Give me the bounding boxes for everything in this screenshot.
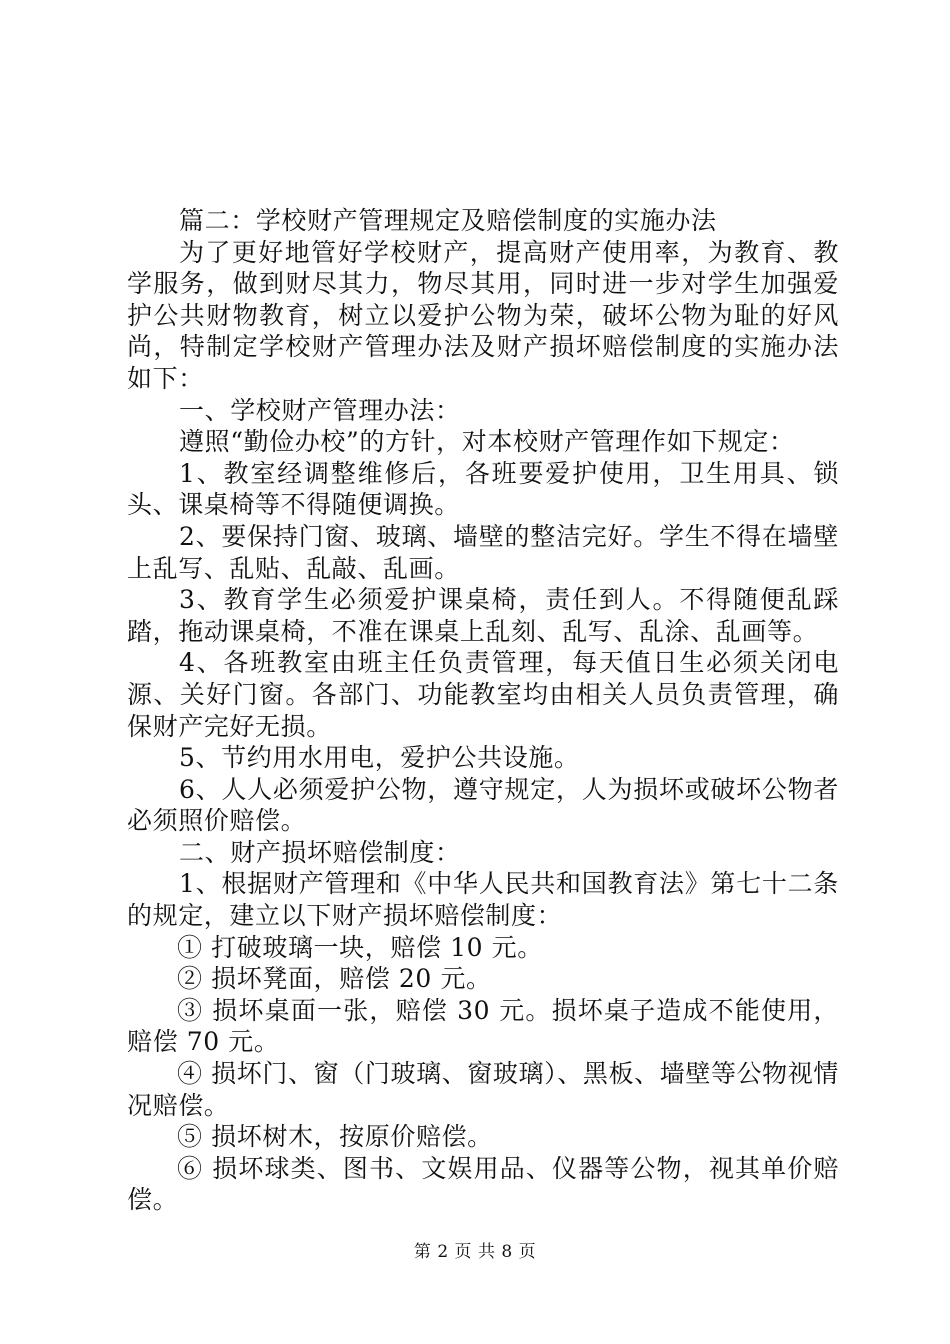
rule-item: 1、根据财产管理和《中华人民共和国教育法》第七十二条的规定，建立以下财产损坏赔偿制度： bbox=[127, 869, 839, 931]
compensation-item: ⑤ 损坏树木，按原价赔偿。 bbox=[177, 1122, 493, 1152]
compensation-item: ④ 损坏门、窗（门玻璃、窗玻璃）、黑板、墙壁等公物视情况赔偿。 bbox=[127, 1059, 839, 1120]
document-body bbox=[127, 205, 839, 1216]
rule-item: 5、节约用水用电，爱护公共设施。 bbox=[179, 743, 580, 773]
compensation-item: ① 打破玻璃一块，赔偿 10 元。 bbox=[177, 932, 543, 962]
compensation-item: ② 损坏凳面，赔偿 20 元。 bbox=[177, 964, 492, 994]
compensation-item: ③ 损坏桌面一张，赔偿 30 元。损坏桌子造成不能使用，赔偿 70 元。 bbox=[127, 995, 839, 1057]
rule-item: 1、教室经调整维修后，各班要爱护使用，卫生用具、锁头、课桌椅等不得随便调换。 bbox=[127, 458, 839, 520]
intro-paragraph: 为了更好地管好学校财产，提高财产使用率，为教育、教学服务，做到财尽其力，物尽其用，同时进一步对学生加强爱护公共财物教育，树立以爱护公物为荣，破坏公物为耻的好风尚，特制定学校财产管理办法及财产损坏赔偿制度的实施办法如下： bbox=[127, 237, 839, 393]
compensation-item: ⑥ 损坏球类、图书、文娱用品、仪器等公物，视其单价赔偿。 bbox=[127, 1153, 839, 1215]
rule-item: 4、各班教室由班主任负责管理，每天值日生必须关闭电源、关好门窗。各部门、功能教室均由相关人员负责管理，确保财产完好无损。 bbox=[127, 648, 839, 741]
rule-item: 2、要保持门窗、玻璃、墙壁的整洁完好。学生不得在墙壁上乱写、乱贴、乱敲、乱画。 bbox=[127, 521, 839, 583]
paragraph: 遵照“勤俭办校”的方针，对本校财产管理作如下规定： bbox=[179, 427, 795, 457]
section-heading-management: 一、学校财产管理办法： bbox=[179, 395, 461, 425]
section-title: 篇二：学校财产管理规定及赔偿制度的实施办法 bbox=[179, 206, 717, 235]
rule-item: 6、人人必须爱护公物，遵守规定，人为损坏或破坏公物者必须照价赔偿。 bbox=[127, 774, 839, 836]
rule-item: 3、教育学生必须爱护课桌椅，责任到人。不得随便乱踩踏，拖动课桌椅，不准在课桌上乱刻、乱写、乱涂、乱画等。 bbox=[127, 585, 839, 646]
page-number-footer: 第 2 页 共 8 页 bbox=[413, 1242, 537, 1262]
section-heading-compensation: 二、财产损坏赔偿制度： bbox=[179, 837, 461, 867]
